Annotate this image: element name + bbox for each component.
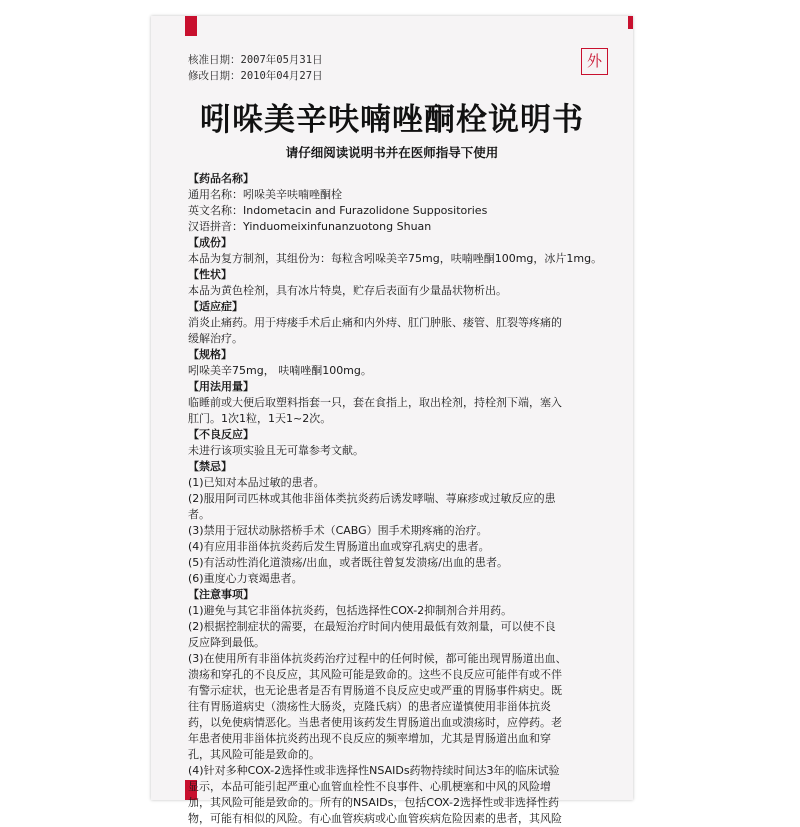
document-subtitle: 请仔细阅读说明书并在医师指导下使用 <box>285 145 499 160</box>
text-line: (3)在使用所有非甾体抗炎药治疗过程中的任何时候，都可能出现胃肠道出血、 <box>188 652 567 665</box>
text-line: 本品为黄色栓剂，具有冰片特臭，贮存后表面有少量晶状物析出。 <box>188 284 507 297</box>
text-line: 缓解治疗。 <box>188 332 243 345</box>
text-line: 本品为复方制剂，其组份为：每粒含吲哚美辛75mg，呋喃唑酮100mg，冰片1mg。 <box>188 252 603 265</box>
text-line: 物，可能有相似的风险。有心血管疾病或心血管疾病危险因素的患者，其风险 <box>188 812 562 825</box>
document-body <box>188 171 633 827</box>
text-line: 英文名称：Indometacin and Furazolidone Suppositories <box>188 204 488 217</box>
text-line: (4)有应用非甾体抗炎药后发生胃肠道出血或穿孔病史的患者。 <box>188 540 490 553</box>
external-use-badge: 外 <box>581 48 608 75</box>
text-line: (2)根据控制症状的需要，在最短治疗时间内使用最低有效剂量，可以使不良 <box>188 620 556 633</box>
revision-date: 修改日期：2010年04月27日 <box>188 70 323 82</box>
text-line: 肛门。1次1粒，1天1~2次。 <box>188 412 332 425</box>
text-line: 反应降到最低。 <box>188 636 265 649</box>
approval-date: 核准日期：2007年05月31日 <box>188 54 323 66</box>
text-line: 临睡前或大便后取塑料指套一只，套在食指上，取出栓剂，持栓剂下端，塞入 <box>188 396 562 409</box>
text-line: (1)已知对本品过敏的患者。 <box>188 476 325 489</box>
section-heading-composition: 【成份】 <box>188 236 232 249</box>
text-line: 消炎止痛药。用于痔瘘手术后止痛和内外痔、肛门肿胀、瘘管、肛裂等疼痛的 <box>188 316 562 329</box>
text-line: 药，以免使病情恶化。当患者使用该药发生胃肠道出血或溃疡时，应停药。老 <box>188 716 562 729</box>
red-corner-mark <box>628 16 633 29</box>
text-line: 未进行该项实验且无可靠参考文献。 <box>188 444 364 457</box>
text-line: 孔，其风险可能是致命的。 <box>188 748 320 761</box>
text-line: 加，其风险可能是致命的。所有的NSAIDs，包括COX-2选择性或非选择性药 <box>188 796 559 809</box>
text-line: 往有胃肠道病史（溃疡性大肠炎，克隆氏病）的患者应谨慎使用非甾体抗炎 <box>188 700 551 713</box>
text-line: 显示，本品可能引起严重心血管血栓性不良事件、心肌梗塞和中风的风险增 <box>188 780 551 793</box>
text-line: (3)禁用于冠状动脉搭桥手术（CABG）围手术期疼痛的治疗。 <box>188 524 488 537</box>
section-heading-contraindications: 【禁忌】 <box>188 460 232 473</box>
text-line: 年患者使用非甾体抗炎药出现不良反应的频率增加，尤其是胃肠道出血和穿 <box>188 732 551 745</box>
section-heading-indications: 【适应症】 <box>188 300 243 313</box>
text-line: 吲哚美辛75mg， 呋喃唑酮100mg。 <box>188 364 372 377</box>
text-line: 者。 <box>188 508 210 521</box>
text-line: (4)针对多种COX-2选择性或非选择性NSAIDs药物持续时间达3年的临床试验 <box>188 764 560 777</box>
section-heading-adverse-reactions: 【不良反应】 <box>188 428 254 441</box>
document-title: 吲哚美辛呋喃唑酮栓说明书 <box>200 102 584 138</box>
section-heading-specification: 【规格】 <box>188 348 232 361</box>
text-line: 有警示症状，也无论患者是否有胃肠道不良反应史或严重的胃肠事件病史。既 <box>188 684 562 697</box>
text-line: 通用名称：吲哚美辛呋喃唑酮栓 <box>188 188 342 201</box>
text-line: (1)避免与其它非甾体抗炎药，包括选择性COX-2抑制剂合并用药。 <box>188 604 513 617</box>
text-line: (2)服用阿司匹林或其他非甾体类抗炎药后诱发哮喘、荨麻疹或过敏反应的患 <box>188 492 556 505</box>
text-line: 汉语拼音：Yinduomeixinfunanzuotong Shuan <box>188 220 432 233</box>
section-heading-dosage: 【用法用量】 <box>188 380 254 393</box>
section-heading-precautions: 【注意事项】 <box>188 588 254 601</box>
text-line: (6)重度心力衰竭患者。 <box>188 572 303 585</box>
section-heading-character: 【性状】 <box>188 268 232 281</box>
text-line: (5)有活动性消化道溃疡/出血，或者既往曾复发溃疡/出血的患者。 <box>188 556 508 569</box>
date-block <box>188 52 323 84</box>
text-line: 溃疡和穿孔的不良反应，其风险可能是致命的。这些不良反应可能伴有或不伴 <box>188 668 562 681</box>
leaflet-page <box>151 16 633 825</box>
red-top-mark <box>185 16 197 36</box>
section-heading-drug-name: 【药品名称】 <box>188 172 254 185</box>
